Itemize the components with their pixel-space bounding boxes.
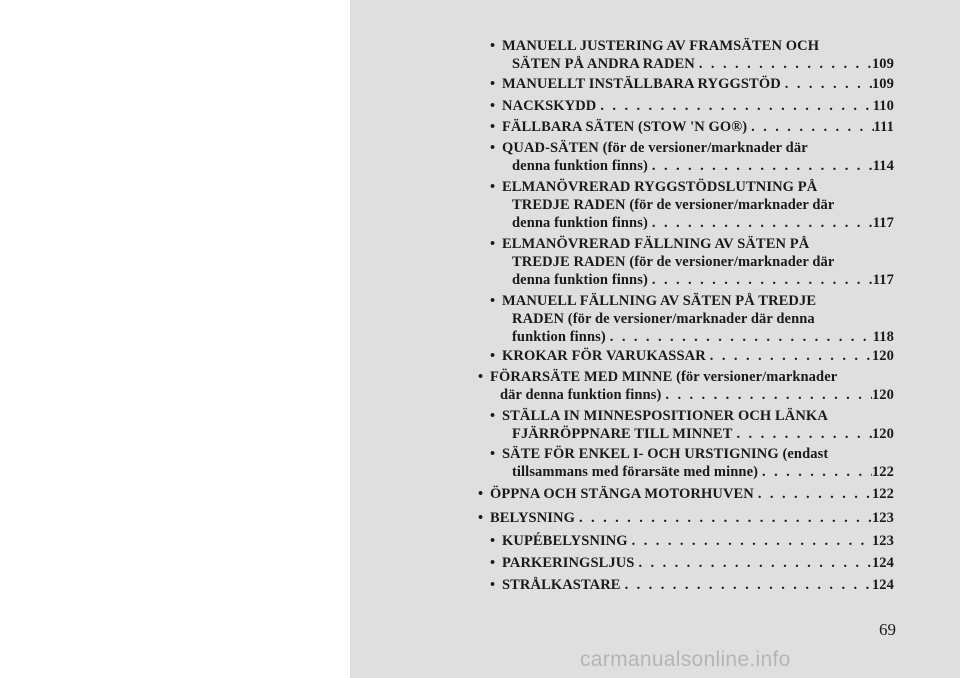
dot-leader	[747, 118, 873, 136]
toc-entry-elmanovrerad-fallning[interactable]	[490, 235, 894, 289]
bullet: •	[490, 555, 496, 571]
toc-page-number: 120	[871, 426, 894, 442]
toc-entry-title: MANUELL FÄLLNING AV SÄTEN PÅ TREDJE	[502, 293, 817, 309]
bullet: •	[490, 140, 496, 156]
bullet: •	[490, 119, 496, 135]
toc-page-number: 122	[871, 486, 894, 502]
toc-entry-title: KUPÉBELYSNING	[502, 533, 628, 549]
toc-entry-motorhuven[interactable]	[480, 485, 894, 503]
toc-entry-title-cont: FJÄRRÖPPNARE TILL MINNET	[512, 426, 733, 442]
dot-leader	[648, 157, 873, 175]
manual-page	[350, 0, 960, 678]
toc-entry-quad-saten[interactable]	[490, 139, 894, 175]
dot-leader	[596, 97, 872, 115]
bullet: •	[490, 236, 496, 252]
toc-entry-kupebelysning[interactable]	[490, 532, 894, 550]
bullet: •	[490, 76, 496, 92]
toc-entry-title: KROKAR FÖR VARUKASSAR	[502, 348, 706, 364]
toc-page-number: 111	[873, 119, 894, 135]
toc-page-number: 120	[871, 387, 894, 403]
toc-entry-title: NACKSKYDD	[502, 98, 597, 114]
toc-page-number: 117	[872, 272, 894, 288]
bullet: •	[490, 446, 496, 462]
toc-entry-ryggstodslutning[interactable]	[490, 178, 894, 232]
toc-entry-manuell-justering[interactable]	[490, 37, 894, 73]
toc-entry-belysning[interactable]	[480, 509, 894, 527]
bullet: •	[490, 533, 496, 549]
dot-leader	[758, 463, 872, 481]
dot-leader	[754, 485, 872, 503]
toc-page-number: 124	[871, 555, 894, 571]
watermark: carmanualsonline.info	[580, 648, 791, 671]
toc-page-number: 123	[871, 533, 894, 549]
toc-page-number: 114	[872, 158, 894, 174]
toc-entry-parkeringsljus[interactable]	[490, 554, 894, 572]
toc-entry-title: STRÅLKASTARE	[502, 577, 621, 593]
toc-entry-title: MANUELLT INSTÄLLBARA RYGGSTÖD	[502, 76, 781, 92]
bullet: •	[478, 369, 484, 385]
toc-entry-title-cont: där denna funktion finns)	[500, 387, 662, 403]
toc-entry-title: ÖPPNA OCH STÄNGA MOTORHUVEN	[490, 486, 754, 502]
bullet: •	[478, 486, 484, 502]
toc-entry-title: STÄLLA IN MINNESPOSITIONER OCH LÄNKA	[502, 408, 828, 424]
bullet: •	[490, 293, 496, 309]
toc-page-number: 124	[871, 577, 894, 593]
dot-leader	[634, 554, 871, 572]
toc-entry-nackskydd[interactable]	[490, 97, 894, 115]
toc-entry-title: SÄTE FÖR ENKEL I- OCH URSTIGNING (endast	[502, 446, 829, 462]
dot-leader	[695, 55, 872, 73]
toc-page-number: 117	[872, 215, 894, 231]
toc-entry-title-cont: RADEN (för de versioner/marknader där denna	[512, 311, 815, 327]
toc-entry-title: PARKERINGSLJUS	[502, 555, 635, 571]
dot-leader	[648, 214, 873, 232]
toc-entry-title-cont: TREDJE RADEN (för de versioner/marknader där	[512, 197, 835, 213]
toc-entry-stralkastare[interactable]	[490, 576, 894, 594]
bullet: •	[490, 577, 496, 593]
bullet: •	[490, 348, 496, 364]
toc-entry-title: BELYSNING	[490, 510, 575, 526]
toc-entry-title: QUAD-SÄTEN (för de versioner/marknader där	[502, 140, 808, 156]
toc-entry-title-cont: funktion finns)	[512, 329, 606, 345]
dot-leader	[606, 328, 873, 346]
toc-page-number: 110	[872, 98, 894, 114]
dot-leader	[575, 509, 872, 527]
toc-entry-forarsate-med-minne[interactable]	[480, 368, 894, 404]
toc-entry-manuell-fallning[interactable]	[490, 292, 894, 346]
bullet: •	[478, 510, 484, 526]
toc-entry-title: MANUELL JUSTERING AV FRAMSÄTEN OCH	[502, 38, 820, 54]
bullet: •	[490, 98, 496, 114]
dot-leader	[628, 532, 872, 550]
bullet: •	[490, 408, 496, 424]
toc-entry-title-cont: denna funktion finns)	[512, 272, 648, 288]
toc-entry-title-cont: SÄTEN PÅ ANDRA RADEN	[512, 56, 695, 72]
toc-page-number: 123	[871, 510, 894, 526]
toc-entry-minnespositioner[interactable]	[490, 407, 894, 443]
dot-leader	[706, 347, 872, 365]
toc-entry-krokar[interactable]	[490, 347, 894, 365]
toc-entry-fallbara-saten[interactable]	[490, 118, 894, 136]
toc-entry-ryggstod[interactable]	[490, 75, 894, 93]
toc-page-number: 120	[871, 348, 894, 364]
page-number: 69	[879, 620, 896, 639]
toc-page-number: 122	[871, 464, 894, 480]
dot-leader	[661, 386, 872, 404]
table-of-contents	[350, 0, 960, 678]
blank-left-area	[0, 0, 350, 678]
dot-leader	[781, 75, 872, 93]
toc-page-number: 118	[872, 329, 894, 345]
toc-entry-title: FÄLLBARA SÄTEN (STOW 'N GO®)	[502, 119, 748, 135]
toc-page-number: 109	[871, 56, 894, 72]
toc-entry-title-cont: tillsammans med förarsäte med minne)	[512, 464, 759, 480]
bullet: •	[490, 179, 496, 195]
toc-entry-title: ELMANÖVRERAD FÄLLNING AV SÄTEN PÅ	[502, 236, 810, 252]
dot-leader	[621, 576, 872, 594]
toc-entry-enkel-urstigning[interactable]	[490, 445, 894, 481]
toc-entry-title-cont: TREDJE RADEN (för de versioner/marknader där	[512, 254, 835, 270]
toc-entry-title: ELMANÖVRERAD RYGGSTÖDSLUTNING PÅ	[502, 179, 818, 195]
toc-entry-title: FÖRARSÄTE MED MINNE (för versioner/marknader	[490, 369, 838, 385]
toc-entry-title-cont: denna funktion finns)	[512, 158, 648, 174]
dot-leader	[732, 425, 871, 443]
bullet: •	[490, 38, 496, 54]
toc-page-number: 109	[871, 76, 894, 92]
dot-leader	[648, 271, 873, 289]
toc-entry-title-cont: denna funktion finns)	[512, 215, 648, 231]
